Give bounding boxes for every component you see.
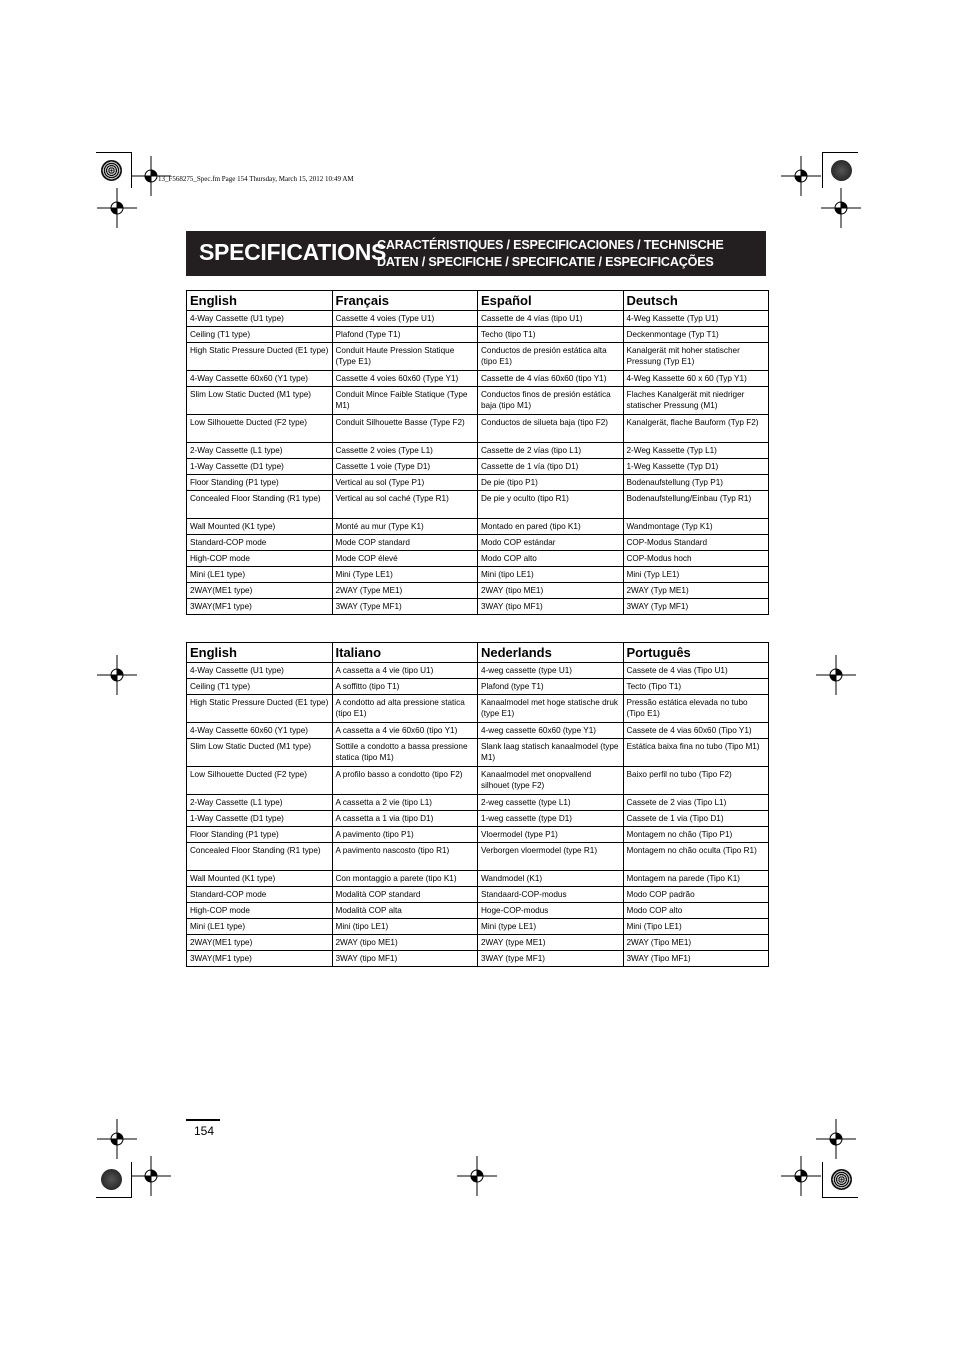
table-body — [187, 311, 769, 615]
color-target-icon — [101, 1169, 122, 1190]
table-cell: Ceiling (T1 type) — [187, 327, 333, 343]
table-cell: Kanaalmodel met onopvallend silhouet (type F2) — [478, 767, 624, 795]
table-cell: Wall Mounted (K1 type) — [187, 519, 333, 535]
registration-mark-icon — [97, 188, 137, 228]
table-row — [187, 387, 769, 415]
table-cell: Conduit Silhouette Basse (Type F2) — [332, 415, 478, 443]
table-cell: 2WAY (Tipo ME1) — [623, 935, 769, 951]
table-cell: Baixo perfil no tubo (Tipo F2) — [623, 767, 769, 795]
table-cell: A cassetta a 4 vie (tipo U1) — [332, 663, 478, 679]
table-cell: High Static Pressure Ducted (E1 type) — [187, 343, 333, 371]
table-header-row — [187, 291, 769, 311]
table-cell: Cassette 2 voies (Type L1) — [332, 443, 478, 459]
table-cell: 2-Way Cassette (L1 type) — [187, 795, 333, 811]
table-cell: Floor Standing (P1 type) — [187, 827, 333, 843]
table-cell: Mini (tipo LE1) — [332, 919, 478, 935]
table-row — [187, 343, 769, 371]
table-cell: COP-Modus Standard — [623, 535, 769, 551]
table-cell: A cassetta a 2 vie (tipo L1) — [332, 795, 478, 811]
table-cell: Cassete de 4 vias 60x60 (Tipo Y1) — [623, 723, 769, 739]
table-cell: 3WAY (tipo MF1) — [478, 599, 624, 615]
table-cell: Standard-COP mode — [187, 535, 333, 551]
column-header: Español — [478, 291, 624, 311]
crop-mark — [96, 1197, 132, 1198]
table-row — [187, 679, 769, 695]
table-header-row — [187, 643, 769, 663]
table-cell: De pie y oculto (tipo R1) — [478, 491, 624, 519]
table-cell: Cassette 4 voies (Type U1) — [332, 311, 478, 327]
column-header: English — [187, 643, 333, 663]
table-cell: A soffitto (tipo T1) — [332, 679, 478, 695]
table-cell: Low Silhouette Ducted (F2 type) — [187, 767, 333, 795]
table-cell: Cassette de 1 vía (tipo D1) — [478, 459, 624, 475]
language-table-2 — [186, 642, 769, 967]
table-row — [187, 443, 769, 459]
table-cell: Modo COP alto — [478, 551, 624, 567]
column-header: Deutsch — [623, 291, 769, 311]
table-cell: Montado en pared (tipo K1) — [478, 519, 624, 535]
table-cell: 4-Way Cassette 60x60 (Y1 type) — [187, 723, 333, 739]
table-cell: Montagem no chão oculta (Tipo R1) — [623, 843, 769, 871]
table-cell: Kanaalmodel met hoge statische druk (type E1) — [478, 695, 624, 723]
table-cell: Cassette de 4 vías (tipo U1) — [478, 311, 624, 327]
crop-mark — [131, 152, 132, 188]
table-cell: Deckenmontage (Typ T1) — [623, 327, 769, 343]
table-cell: Mode COP standard — [332, 535, 478, 551]
table-cell: Mini (LE1 type) — [187, 567, 333, 583]
registration-mark-icon — [457, 1156, 497, 1196]
table-cell: Slim Low Static Ducted (M1 type) — [187, 739, 333, 767]
table-cell: Mini (tipo LE1) — [478, 567, 624, 583]
table-cell: 4-weg cassette 60x60 (type Y1) — [478, 723, 624, 739]
table-cell: Low Silhouette Ducted (F2 type) — [187, 415, 333, 443]
table-cell: 4-Way Cassette 60x60 (Y1 type) — [187, 371, 333, 387]
table-cell: Modo COP padrão — [623, 887, 769, 903]
table-cell: 4-Weg Kassette 60 x 60 (Typ Y1) — [623, 371, 769, 387]
color-target-icon — [101, 160, 122, 181]
table-cell: 3WAY(MF1 type) — [187, 599, 333, 615]
table-cell: Verborgen vloermodel (type R1) — [478, 843, 624, 871]
table-cell: A condotto ad alta pressione statica (tipo E1) — [332, 695, 478, 723]
table-cell: 3WAY (Tipo MF1) — [623, 951, 769, 967]
table-cell: A pavimento nascosto (tipo R1) — [332, 843, 478, 871]
table-cell: Mode COP élevé — [332, 551, 478, 567]
table-cell: Standaard-COP-modus — [478, 887, 624, 903]
column-header: Nederlands — [478, 643, 624, 663]
table-cell: Slim Low Static Ducted (M1 type) — [187, 387, 333, 415]
table-row — [187, 311, 769, 327]
registration-mark-icon — [781, 1156, 821, 1196]
table-row — [187, 871, 769, 887]
table-cell: Pressão estática elevada no tubo (Tipo E1) — [623, 695, 769, 723]
table-cell: Cassette 4 voies 60x60 (Type Y1) — [332, 371, 478, 387]
page-number-rule — [186, 1119, 220, 1121]
table-cell: Floor Standing (P1 type) — [187, 475, 333, 491]
print-header: 13_F568275_Spec.fm Page 154 Thursday, March 15, 2012 10:49 AM — [158, 175, 354, 183]
table-cell: Mini (LE1 type) — [187, 919, 333, 935]
table-cell: 2WAY(ME1 type) — [187, 583, 333, 599]
table-cell: Vertical au sol (Type P1) — [332, 475, 478, 491]
table-cell: A profilo basso a condotto (tipo F2) — [332, 767, 478, 795]
registration-mark-icon — [816, 1119, 856, 1159]
table-row — [187, 551, 769, 567]
table-cell: Hoge-COP-modus — [478, 903, 624, 919]
table-cell: Mini (type LE1) — [478, 919, 624, 935]
table-cell: A pavimento (tipo P1) — [332, 827, 478, 843]
table-cell: Sottile a condotto a bassa pressione statica (tipo M1) — [332, 739, 478, 767]
table-cell: Tecto (Tipo T1) — [623, 679, 769, 695]
crop-mark — [822, 1197, 858, 1198]
table-cell: Conduit Mince Faible Statique (Type M1) — [332, 387, 478, 415]
table-cell: 2-weg cassette (type L1) — [478, 795, 624, 811]
table-body — [187, 663, 769, 967]
table-cell: 4-weg cassette (type U1) — [478, 663, 624, 679]
table-cell: A cassetta a 4 vie 60x60 (tipo Y1) — [332, 723, 478, 739]
table-cell: Cassete de 2 vias (Tipo L1) — [623, 795, 769, 811]
column-header: Français — [332, 291, 478, 311]
table-cell: Vertical au sol caché (Type R1) — [332, 491, 478, 519]
table-row — [187, 811, 769, 827]
table-cell: 1-weg cassette (type D1) — [478, 811, 624, 827]
registration-mark-icon — [131, 1156, 171, 1196]
page-subtitle: CARACTÉRISTIQUES / ESPECIFICACIONES / TECHNISCHE DATEN / SPECIFICHE / SPECIFICATIE / ESPECIFICAÇÕES — [377, 238, 724, 269]
table-row — [187, 583, 769, 599]
table-cell: High-COP mode — [187, 903, 333, 919]
column-header: Português — [623, 643, 769, 663]
table-cell: Monté au mur (Type K1) — [332, 519, 478, 535]
color-target-icon — [831, 160, 852, 181]
color-target-icon — [831, 1169, 852, 1190]
table-cell: 3WAY (type MF1) — [478, 951, 624, 967]
table-cell: 2WAY (type ME1) — [478, 935, 624, 951]
table-cell: Montagem na parede (Tipo K1) — [623, 871, 769, 887]
table-row — [187, 491, 769, 519]
table-cell: Wandmontage (Typ K1) — [623, 519, 769, 535]
table-row — [187, 519, 769, 535]
table-cell: A cassetta a 1 via (tipo D1) — [332, 811, 478, 827]
table-cell: 1-Way Cassette (D1 type) — [187, 811, 333, 827]
table-cell: 3WAY (Type MF1) — [332, 599, 478, 615]
table-cell: Con montaggio a parete (tipo K1) — [332, 871, 478, 887]
table-row — [187, 723, 769, 739]
table-cell: 3WAY (tipo MF1) — [332, 951, 478, 967]
table-row — [187, 371, 769, 387]
table-cell: Montagem no chão (Tipo P1) — [623, 827, 769, 843]
table-row — [187, 599, 769, 615]
table-row — [187, 951, 769, 967]
table-cell: Techo (tipo T1) — [478, 327, 624, 343]
registration-mark-icon — [816, 655, 856, 695]
crop-mark — [822, 1162, 823, 1198]
table-cell: Conductos finos de presión estática baja (tipo M1) — [478, 387, 624, 415]
table-cell: Mini (Tipo LE1) — [623, 919, 769, 935]
table-cell: Kanalgerät mit hoher statischer Pressung (Typ E1) — [623, 343, 769, 371]
table-cell: Kanalgerät, flache Bauform (Typ F2) — [623, 415, 769, 443]
table-row — [187, 887, 769, 903]
table-row — [187, 327, 769, 343]
table-cell: 3WAY(MF1 type) — [187, 951, 333, 967]
table-cell: Wall Mounted (K1 type) — [187, 871, 333, 887]
crop-mark — [96, 152, 132, 153]
table-cell: Flaches Kanalgerät mit niedriger statischer Pressung (M1) — [623, 387, 769, 415]
table-cell: 2WAY (Type ME1) — [332, 583, 478, 599]
table-cell: Vloermodel (type P1) — [478, 827, 624, 843]
table-cell: Modalità COP alta — [332, 903, 478, 919]
crop-mark — [822, 152, 858, 153]
table-cell: 4-Weg Kassette (Typ U1) — [623, 311, 769, 327]
table-cell: Conductos de presión estática alta (tipo E1) — [478, 343, 624, 371]
table-row — [187, 567, 769, 583]
page-title: SPECIFICATIONS — [199, 239, 387, 265]
table-cell: 2WAY(ME1 type) — [187, 935, 333, 951]
table-cell: Cassete de 4 vias (Tipo U1) — [623, 663, 769, 679]
table-cell: 2WAY (tipo ME1) — [332, 935, 478, 951]
table-row — [187, 695, 769, 723]
table-cell: 2WAY (Typ ME1) — [623, 583, 769, 599]
table-cell: Plafond (Type T1) — [332, 327, 478, 343]
table-row — [187, 795, 769, 811]
column-header: English — [187, 291, 333, 311]
table-row — [187, 935, 769, 951]
table-cell: Slank laag statisch kanaalmodel (type M1) — [478, 739, 624, 767]
table-cell: 2-Way Cassette (L1 type) — [187, 443, 333, 459]
registration-mark-icon — [821, 188, 861, 228]
table-row — [187, 843, 769, 871]
table-cell: Modo COP alto — [623, 903, 769, 919]
table-cell: Standard-COP mode — [187, 887, 333, 903]
table-row — [187, 475, 769, 491]
table-cell: Estática baixa fina no tubo (Tipo M1) — [623, 739, 769, 767]
table-cell: Concealed Floor Standing (R1 type) — [187, 843, 333, 871]
registration-mark-icon — [781, 156, 821, 196]
table-cell: 2-Weg Kassette (Typ L1) — [623, 443, 769, 459]
table-row — [187, 415, 769, 443]
crop-mark — [822, 152, 823, 188]
table-cell: 4-Way Cassette (U1 type) — [187, 311, 333, 327]
title-banner — [186, 231, 766, 276]
table-cell: COP-Modus hoch — [623, 551, 769, 567]
table-cell: Cassete de 1 via (Tipo D1) — [623, 811, 769, 827]
table-cell: De pie (tipo P1) — [478, 475, 624, 491]
column-header: Italiano — [332, 643, 478, 663]
table-cell: Plafond (type T1) — [478, 679, 624, 695]
table-cell: Modalità COP standard — [332, 887, 478, 903]
table-row — [187, 535, 769, 551]
table-cell: 2WAY (tipo ME1) — [478, 583, 624, 599]
language-table-1 — [186, 290, 769, 615]
table-row — [187, 459, 769, 475]
table-cell: Cassette de 2 vías (tipo L1) — [478, 443, 624, 459]
registration-mark-icon — [97, 655, 137, 695]
table-cell: Conduit Haute Pression Statique (Type E1) — [332, 343, 478, 371]
table-cell: Cassette de 4 vías 60x60 (tipo Y1) — [478, 371, 624, 387]
table-row — [187, 739, 769, 767]
registration-mark-icon — [131, 156, 171, 196]
table-cell: Cassette 1 voie (Type D1) — [332, 459, 478, 475]
page-number: 154 — [194, 1124, 215, 1138]
table-row — [187, 919, 769, 935]
table-cell: High-COP mode — [187, 551, 333, 567]
table-row — [187, 903, 769, 919]
table-cell: High Static Pressure Ducted (E1 type) — [187, 695, 333, 723]
crop-mark — [131, 1162, 132, 1198]
table-cell: Ceiling (T1 type) — [187, 679, 333, 695]
registration-mark-icon — [97, 1119, 137, 1159]
table-cell: Mini (Typ LE1) — [623, 567, 769, 583]
table-cell: Mini (Type LE1) — [332, 567, 478, 583]
table-cell: Bodenaufstellung/Einbau (Typ R1) — [623, 491, 769, 519]
table-cell: 3WAY (Typ MF1) — [623, 599, 769, 615]
table-row — [187, 827, 769, 843]
table-row — [187, 663, 769, 679]
table-cell: Concealed Floor Standing (R1 type) — [187, 491, 333, 519]
table-cell: Wandmodel (K1) — [478, 871, 624, 887]
table-cell: Conductos de silueta baja (tipo F2) — [478, 415, 624, 443]
table-cell: Bodenaufstellung (Typ P1) — [623, 475, 769, 491]
table-cell: 1-Weg Kassette (Typ D1) — [623, 459, 769, 475]
table-row — [187, 767, 769, 795]
table-cell: Modo COP estándar — [478, 535, 624, 551]
table-cell: 1-Way Cassette (D1 type) — [187, 459, 333, 475]
table-cell: 4-Way Cassette (U1 type) — [187, 663, 333, 679]
